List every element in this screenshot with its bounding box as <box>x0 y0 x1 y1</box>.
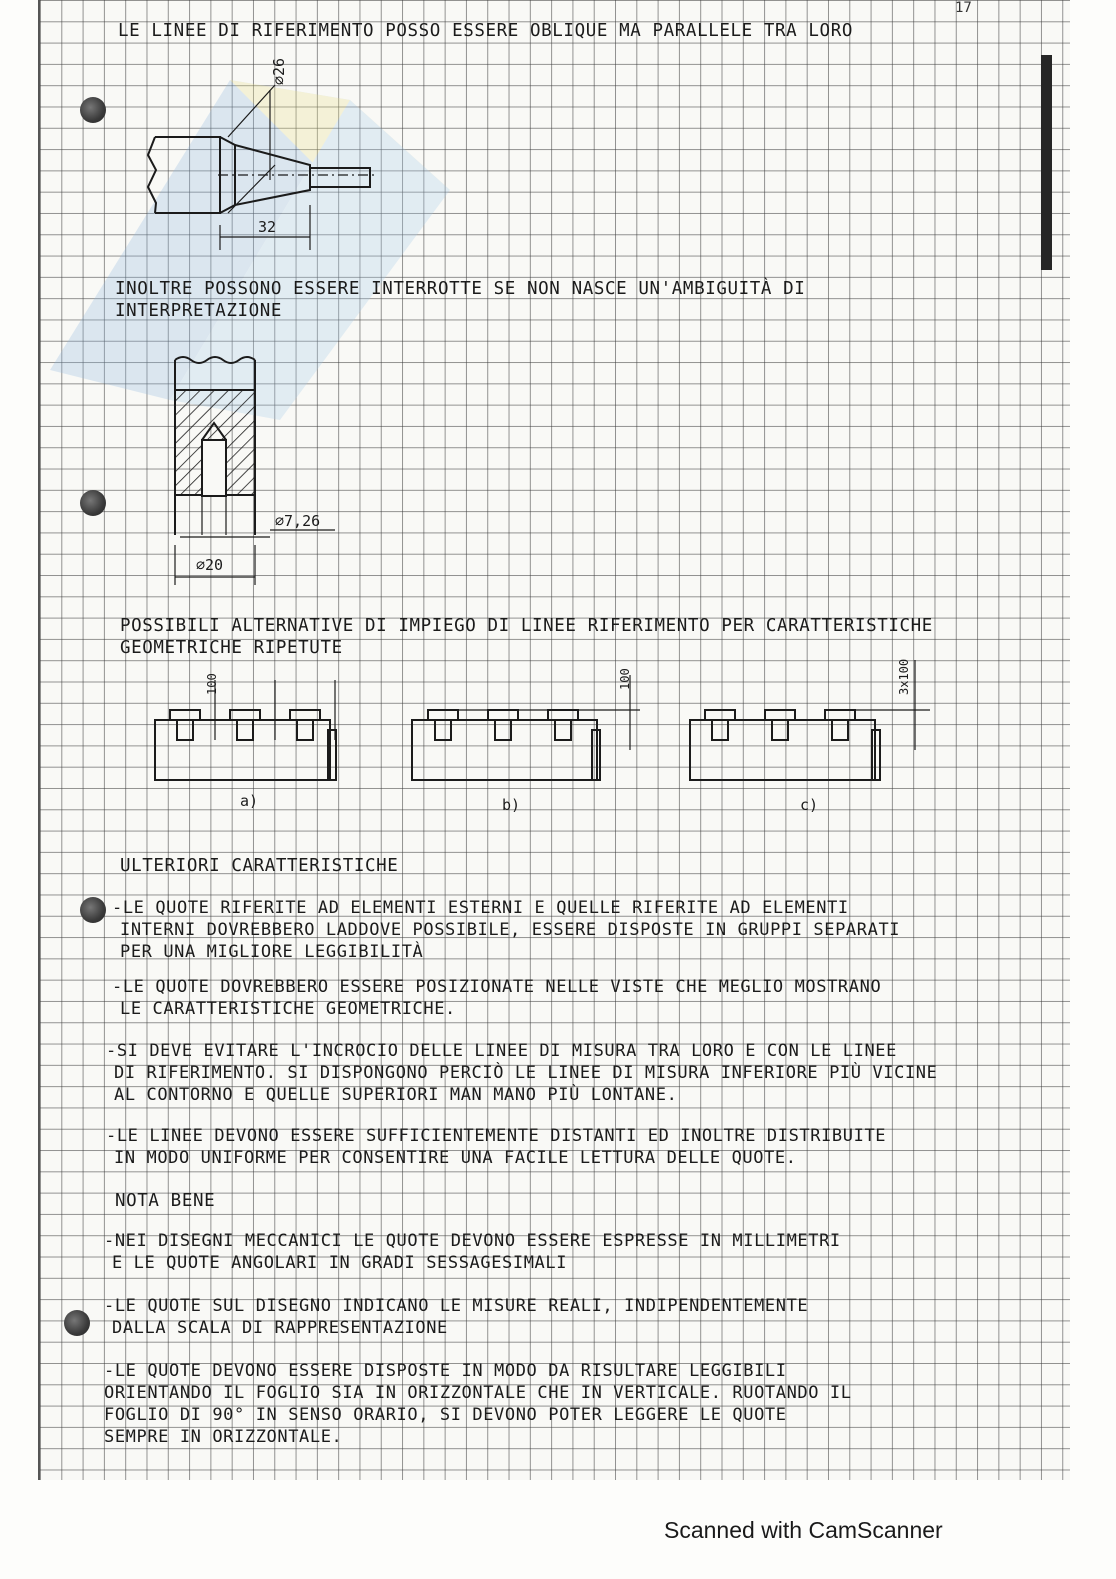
text-line: PER UNA MIGLIORE LEGGIBILITÀ <box>120 942 424 962</box>
bullet-separate-groups <box>112 897 900 963</box>
scanner-footer: Scanned with CamScanner <box>664 1517 943 1543</box>
figure-interrupted-extension-lines <box>160 345 360 585</box>
nb-units <box>104 1230 841 1274</box>
text-line: -NEI DISEGNI MECCANICI LE QUOTE DEVONO ESSERE ESPRESSE IN MILLIMETRI <box>104 1231 841 1251</box>
fig3b-dim-label: 100 <box>618 668 632 690</box>
fig3-label-b: b) <box>502 796 521 814</box>
fig3a-dim-label: 100 <box>205 673 219 695</box>
text-line: E LE QUOTE ANGOLARI IN GRADI SESSAGESIMALI <box>112 1253 568 1273</box>
text-line: DI RIFERIMENTO. SI DISPONGONO PERCIÒ LE LINEE DI MISURA INFERIORE PIÙ VICINE <box>114 1063 938 1083</box>
punch-hole <box>64 1310 90 1336</box>
punch-hole <box>80 490 106 516</box>
fig3c-dim-label: 3x100 <box>897 658 911 695</box>
text-line: -LE QUOTE SUL DISEGNO INDICANO LE MISURE REALI, INDIPENDENTEMENTE <box>104 1296 809 1316</box>
fig2-large-diameter-label: ⌀20 <box>196 556 224 574</box>
text-line: INOLTRE POSSONO ESSERE INTERROTTE SE NON NASCE UN'AMBIGUITÀ DI <box>115 279 806 299</box>
text-line: SEMPRE IN ORIZZONTALE. <box>104 1427 343 1447</box>
fig1-length-label: 32 <box>258 218 277 236</box>
page-number: 17 <box>955 0 972 16</box>
text-line: FOGLIO DI 90° IN SENSO ORARIO, SI DEVONO POTER LEGGERE LE QUOTE <box>104 1405 787 1425</box>
text-line: GEOMETRICHE RIPETUTE <box>120 638 343 658</box>
text-line: -LE QUOTE DOVREBBERO ESSERE POSIZIONATE NELLE VISTE CHE MEGLIO MOSTRANO <box>112 977 882 997</box>
figure-repeated-features <box>150 660 950 790</box>
paragraph-alternatives <box>120 615 933 659</box>
bullet-avoid-crossing <box>106 1040 937 1106</box>
heading-further-characteristics: ULTERIORI CARATTERISTICHE <box>120 856 399 876</box>
binder-tab <box>1041 55 1052 270</box>
text-line: IN MODO UNIFORME PER CONSENTIRE UNA FACILE LETTURA DELLE QUOTE. <box>114 1148 797 1168</box>
text-line: -LE LINEE DEVONO ESSERE SUFFICIENTEMENTE DISTANTI ED INOLTRE DISTRIBUITE <box>106 1126 887 1146</box>
text-line: LE CARATTERISTICHE GEOMETRICHE. <box>120 999 456 1019</box>
paragraph-interrupted-lines <box>115 278 805 322</box>
bullet-spacing <box>106 1125 886 1169</box>
bullet-best-views <box>112 976 881 1020</box>
text-line: -LE QUOTE DEVONO ESSERE DISPOSTE IN MODO DA RISULTARE LEGGIBILI <box>104 1361 787 1381</box>
fig3-label-a: a) <box>240 792 259 810</box>
nb-readability <box>104 1360 852 1448</box>
heading-oblique-lines: LE LINEE DI RIFERIMENTO POSSO ESSERE OBLIQUE MA PARALLELE TRA LORO <box>118 21 853 41</box>
fig3-label-c: c) <box>800 796 819 814</box>
punch-hole <box>80 97 106 123</box>
fig2-small-diameter-label: ⌀7,26 <box>275 512 321 530</box>
text-line: POSSIBILI ALTERNATIVE DI IMPIEGO DI LINEE RIFERIMENTO PER CARATTERISTICHE <box>120 616 933 636</box>
text-line: -SI DEVE EVITARE L'INCROCIO DELLE LINEE DI MISURA TRA LORO E CON LE LINEE <box>106 1041 897 1061</box>
text-line: -LE QUOTE RIFERITE AD ELEMENTI ESTERNI E QUELLE RIFERITE AD ELEMENTI <box>112 898 849 918</box>
fig1-diameter-label: ⌀26 <box>270 57 288 85</box>
text-line: DALLA SCALA DI RAPPRESENTAZIONE <box>112 1318 448 1338</box>
heading-nota-bene: NOTA BENE <box>115 1191 216 1211</box>
punch-hole <box>80 897 106 923</box>
text-line: INTERPRETAZIONE <box>115 301 283 321</box>
nb-real-measures <box>104 1295 808 1339</box>
text-line: ORIENTANDO IL FOGLIO SIA IN ORIZZONTALE CHE IN VERTICALE. RUOTANDO IL <box>104 1383 852 1403</box>
text-line: AL CONTORNO E QUELLE SUPERIORI MAN MANO PIÙ LONTANE. <box>114 1085 678 1105</box>
text-line: INTERNI DOVREBBERO LADDOVE POSSIBILE, ESSERE DISPOSTE IN GRUPPI SEPARATI <box>120 920 901 940</box>
